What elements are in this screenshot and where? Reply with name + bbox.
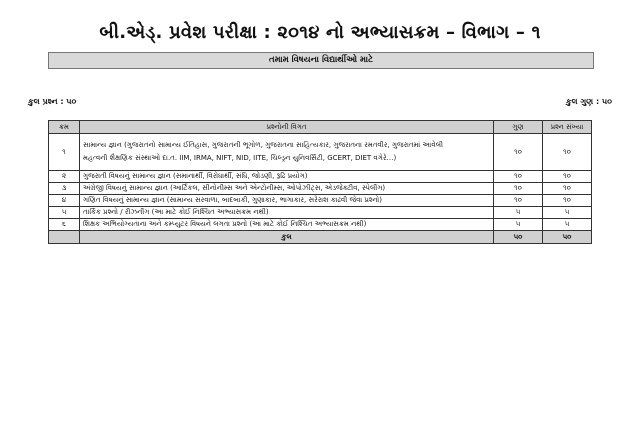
row-marks: ૧૦ — [494, 171, 543, 183]
header-marks: ગુણ — [494, 121, 543, 134]
row-description-line: મહત્વની શૈક્ષણિક સંસ્થાઓ દા.ત. IIM, IRMA, NIFT, NID, IITE, ચિલ્ડ્રન યુનિવર્સિટી, GCERT, DIET વગેરે…) — [83, 154, 397, 162]
row-questions: ૫ — [543, 207, 592, 219]
row-description — [80, 134, 494, 171]
row-no: ૧ — [49, 134, 80, 171]
row-no: ૪ — [49, 195, 80, 207]
row-questions: ૧૦ — [543, 183, 592, 195]
row-marks: ૫ — [494, 219, 543, 231]
total-label: કુલ — [80, 231, 494, 244]
table-row — [49, 171, 592, 183]
table-row — [49, 134, 592, 171]
syllabus-table — [48, 120, 592, 244]
subtitle-banner: તમામ વિષયના વિદ્યાર્થીઓ માટે — [48, 52, 594, 69]
row-description: ગણિત વિષયનું સામાન્ય જ્ઞાન (સામાન્ય સરવાળા, બાદબાકી, ગુણાકાર, ભાગાકાર, સરેરાશ કાઢવી જેવા પ્રશ્નો) — [80, 195, 494, 207]
row-marks: ૫ — [494, 207, 543, 219]
row-marks: ૧૦ — [494, 195, 543, 207]
row-marks: ૧૦ — [494, 134, 543, 171]
row-no: ૨ — [49, 171, 80, 183]
page-title: બી.એડ્. પ્રવેશ પરીક્ષા : ૨૦૧૪ નો અભ્યાસક્રમ – વિભાગ – ૧ — [99, 22, 541, 43]
table-row — [49, 183, 592, 195]
row-no: ૫ — [49, 207, 80, 219]
row-no: ૬ — [49, 219, 80, 231]
row-questions: ૧૦ — [543, 134, 592, 171]
total-marks-label: કુલ ગુણ : ૫૦ — [565, 97, 612, 106]
header-description: પ્રશ્નોની વિગત — [80, 121, 494, 134]
row-questions: ૧૦ — [543, 195, 592, 207]
total-questions: ૫૦ — [543, 231, 592, 244]
row-questions: ૫ — [543, 219, 592, 231]
total-questions-label: કુલ પ્રશ્ન : ૫૦ — [28, 97, 77, 106]
total-empty-cell — [49, 231, 80, 244]
row-description: શિક્ષક અભિયોગ્યતાના અને કમ્પ્યુટર વિષયને લગતા પ્રશ્નો (આ માટે કોઈ નિશ્ચિત અભ્યાસક્રમ નથી) — [80, 219, 494, 231]
row-description-line: સામાન્ય જ્ઞાન (ગુજરાતનો સામાન્ય ઈતિહાસ, ગુજરાતની ભૂગોળ, ગુજરાતના સાહિત્યકાર, ગુજરાતના રમતવીર, ગુજરાતમાં આવેલી — [83, 141, 443, 149]
header-questions: પ્રશ્ન સંખ્યા — [543, 121, 592, 134]
row-description: ગુજરાતી વિષયનું સામાન્ય જ્ઞાન (સમાનાર્થી, વિરોધાર્થી, સંધિ, જોડણી, રૂઢિ પ્રયોગ) — [80, 171, 494, 183]
table-row — [49, 219, 592, 231]
table-total-row — [49, 231, 592, 244]
row-questions: ૧૦ — [543, 171, 592, 183]
row-no: ૩ — [49, 183, 80, 195]
row-marks: ૧૦ — [494, 183, 543, 195]
row-description: અંગ્રેજી વિષયનું સામાન્ય જ્ઞાન (આર્ટિકલ, સીનોનીમ્સ અને એન્ટોનીમ્સ, ઓપોઝીટ્સ, એડજેક્ટીવ, સ્પેલીંગ) — [80, 183, 494, 195]
total-marks: ૫૦ — [494, 231, 543, 244]
row-description: તાર્કિક પ્રશ્નો / રીઝનીંગ (આ માટે કોઈ નિશ્ચિત અભ્યાસક્રમ નથી) — [80, 207, 494, 219]
table-row — [49, 195, 592, 207]
table-row — [49, 207, 592, 219]
table-header-row — [49, 121, 592, 134]
header-no: ક્રમ — [49, 121, 80, 134]
